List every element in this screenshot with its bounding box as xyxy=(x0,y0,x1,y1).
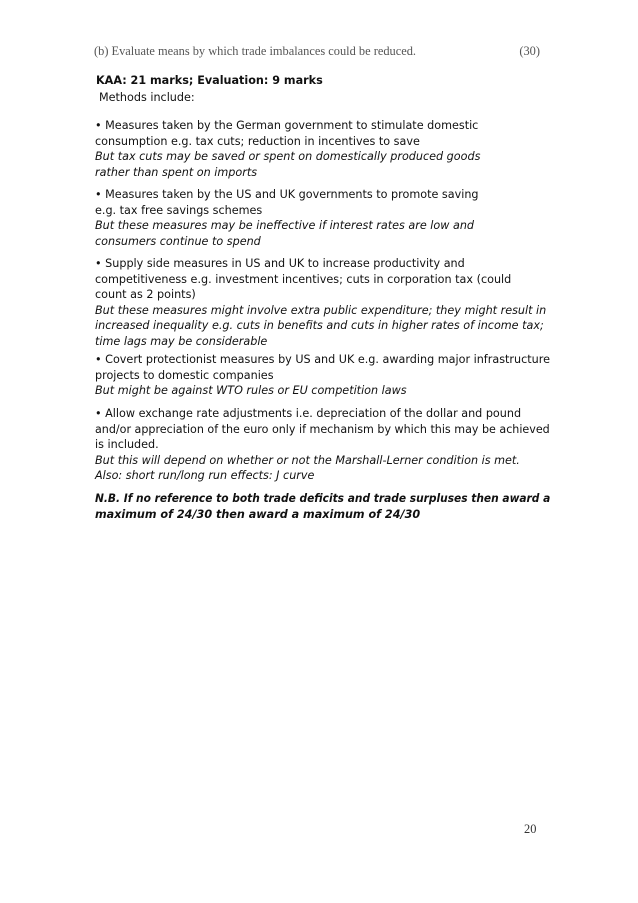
nb-note xyxy=(95,491,551,522)
method-german-stimulus xyxy=(95,118,545,180)
bullet-line: • Measures taken by the German government to stimulate domestic xyxy=(95,119,479,132)
body-line: projects to domestic companies xyxy=(95,368,274,382)
question-header xyxy=(94,44,540,59)
body-line: and/or appreciation of the euro only if mechanism by which this may be achieved xyxy=(95,422,550,436)
evaluation-line: consumers continue to spend xyxy=(95,234,261,248)
bullet-line: • Supply side measures in US and UK to increase productivity and xyxy=(95,257,465,270)
method-us-uk-saving xyxy=(95,187,545,249)
body-line: count as 2 points) xyxy=(95,288,196,301)
evaluation-line: time lags may be considerable xyxy=(95,334,268,348)
evaluation-line: But tax cuts may be saved or spent on domestically produced goods xyxy=(95,150,481,163)
marks-heading: KAA: 21 marks; Evaluation: 9 marks xyxy=(96,74,323,87)
nb-line: maximum of 24/30 then award a maximum of 24/30 xyxy=(95,507,421,521)
body-line: is included. xyxy=(95,438,159,451)
method-exchange-rate xyxy=(95,406,550,484)
body-line: consumption e.g. tax cuts; reduction in incentives to save xyxy=(95,134,420,148)
evaluation-line: But these measures may be ineffective if interest rates are low and xyxy=(95,219,475,232)
body-line: e.g. tax free savings schemes xyxy=(95,203,263,217)
methods-label: Methods include: xyxy=(99,91,195,104)
evaluation-line: Also: short run/long run effects: J curve xyxy=(95,469,315,482)
bullet-line: • Allow exchange rate adjustments i.e. depreciation of the dollar and pound xyxy=(95,407,522,420)
nb-line: N.B. If no reference to both trade deficits and trade surpluses then award a xyxy=(95,492,551,505)
body-line: competitiveness e.g. investment incentives; cuts in corporation tax (could xyxy=(95,272,512,286)
bullet-line: • Measures taken by the US and UK governments to promote saving xyxy=(95,188,479,201)
evaluation-line: But this will depend on whether or not the Marshall-Lerner condition is met. xyxy=(95,453,520,467)
evaluation-line: But these measures might involve extra public expenditure; they might result in xyxy=(95,303,547,317)
evaluation-line: rather than spent on imports xyxy=(95,165,258,179)
question-marks: (30) xyxy=(519,44,540,58)
page-number: 20 xyxy=(524,822,537,836)
method-covert-protectionism xyxy=(95,352,550,399)
method-supply-side xyxy=(95,256,545,349)
question-text: (b) Evaluate means by which trade imbalances could be reduced. xyxy=(94,44,417,58)
evaluation-line: But might be against WTO rules or EU competition laws xyxy=(95,384,407,397)
evaluation-line: increased inequality e.g. cuts in benefits and cuts in higher rates of income tax; xyxy=(95,319,544,332)
bullet-line: • Covert protectionist measures by US and UK e.g. awarding major infrastructure xyxy=(95,353,550,366)
